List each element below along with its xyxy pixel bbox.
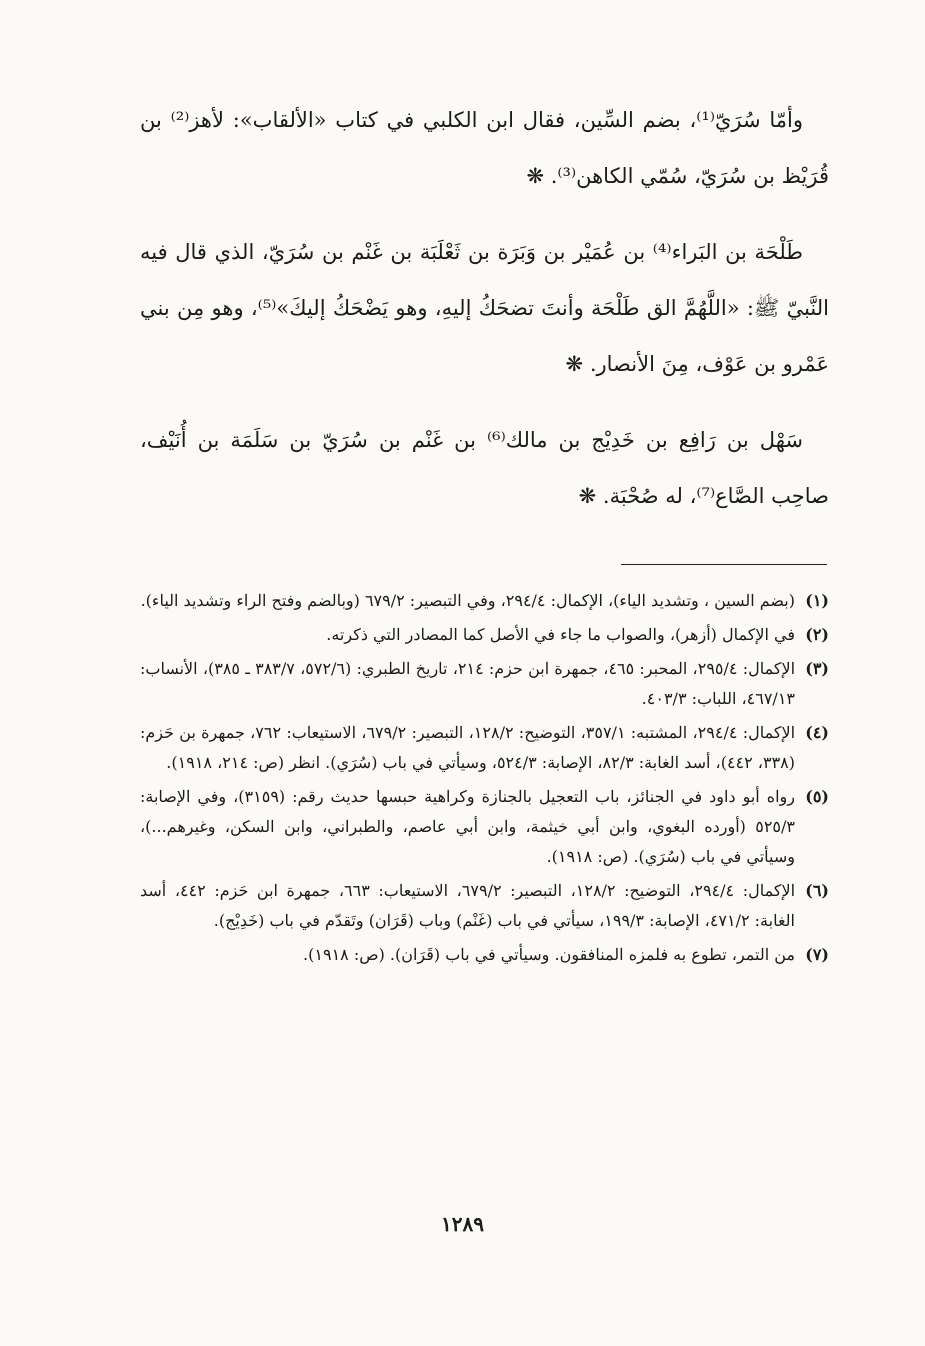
footnote-number: (١) [805,591,829,610]
footnote-text: الإكمال: ٢٩٤/٤، التوضيح: ١٢٨/٢، التبصير: ٦٧٩/٢، الاستيعاب: ٦٦٣، جمهرة ابن حَزم: ٤٤٢، أسد الغابة: ٤٧١/٢، الإصابة: ١٩٩/٣، سيأتي في باب (غَنْم) وباب (قَرَان) وتَقدّم في باب (خَدِيْج). [140,881,796,930]
footnote-number: (٦) [805,881,829,900]
paragraph-3-text: سَهْل بن رَافِع بن خَدِيْج بن مالك⁽⁶⁾ بن غَنْم بن سُرَيّ بن سَلَمَة بن أُنَيْف، صاحِب الصَّاع⁽⁷⁾، له صُحْبَة. ❋ [140,428,829,508]
main-text [140,92,829,544]
paragraph-1-text: وأمّا سُرَيّ⁽¹⁾، بضم السِّين، فقال ابن الكلبي في كتاب «الألقاب»: لأهز⁽²⁾ بن قُرَيْظ بن سُرَيّ، سُمّي الكاهن⁽³⁾. ❋ [140,108,829,188]
footnote-number: (٣) [805,659,829,678]
footnote-4 [140,718,829,778]
footnote-number: (٢) [805,625,829,644]
footnote-text: (بضم السين ، وتشديد الياء)، الإكمال: ٢٩٤/٤، وفي التبصير: ٦٧٩/٢ (وبالضم وفتح الراء وتشديد الياء). [140,591,795,610]
footnote-text: الإكمال: ٢٩٥/٤، المحبر: ٤٦٥، جمهرة ابن حزم: ٢١٤، تاريخ الطبري: (٥٧٢/٦، ٣٨٣/٧ ـ ٣٨٥)، الأنساب: ٤٦٧/١٣، اللباب: ٤٠٣/٣. [140,659,796,708]
paragraph-3 [140,412,829,524]
footnote-number: (٧) [805,945,829,964]
footnote-2 [140,620,829,650]
footnote-5 [140,782,829,872]
footnote-6 [140,876,829,936]
footnote-3 [140,654,829,714]
page-number: ١٢٨٩ [441,1212,484,1236]
footnote-number: (٥) [805,787,829,806]
footnote-text: من التمر، تطوع به فلمزه المنافقون. وسيأتي في باب (قَرَان). (ص: ١٩١٨). [303,945,795,964]
paragraph-2-text: طَلْحَة بن البَراء⁽⁴⁾ بن عُمَيْر بن وَبَرَة بن ثَعْلَبَة بن غَنْم بن سُرَيّ، الذي قال فيه النَّبيّ ﷺ: «اللَّهُمَّ الق طَلْحَة وأنتَ تضحَكُ إليهِ، وهو يَضْحَكُ إليكَ»⁽⁵⁾، وهو مِن بني عَمْرو بن عَوْف، مِنَ الأنصار. ❋ [140,240,830,376]
footnote-text: في الإكمال (أزهر)، والصواب ما جاء في الأصل كما المصادر التي ذكرته. [326,625,795,644]
footnote-1 [140,586,829,616]
paragraph-2 [140,224,829,392]
footnote-number: (٤) [805,723,829,742]
paragraph-1 [140,92,829,204]
footnote-text: الإكمال: ٢٩٤/٤، المشتبه: ٣٥٧/١، التوضيح: ١٢٨/٢، التبصير: ٦٧٩/٢، الاستيعاب: ٧٦٢، جمهرة بن حَزم: (٣٣٨، ٤٤٢)، أسد الغابة: ٨٢/٣، الإصابة: ٥٢٤/٣، وسيأتي في باب (سُرَي). انظر (ص: ٢١٤، ١٩١٨). [140,723,796,772]
footnote-separator [621,564,827,565]
footnotes [140,586,829,974]
footnote-7 [140,940,829,970]
footnote-text: رواه أبو داود في الجنائز، باب التعجيل بالجنازة وكراهية حبسها حديث رقم: (٣١٥٩)، وفي الإصابة: ٥٢٥/٣ (أورده البغوي، وابن أبي خيثمة، وابن أبي عاصم، والطبراني، وابن السكن، وغيرهم...)، وسيأتي في باب (سُرَي). (ص: ١٩١٨). [140,787,795,866]
